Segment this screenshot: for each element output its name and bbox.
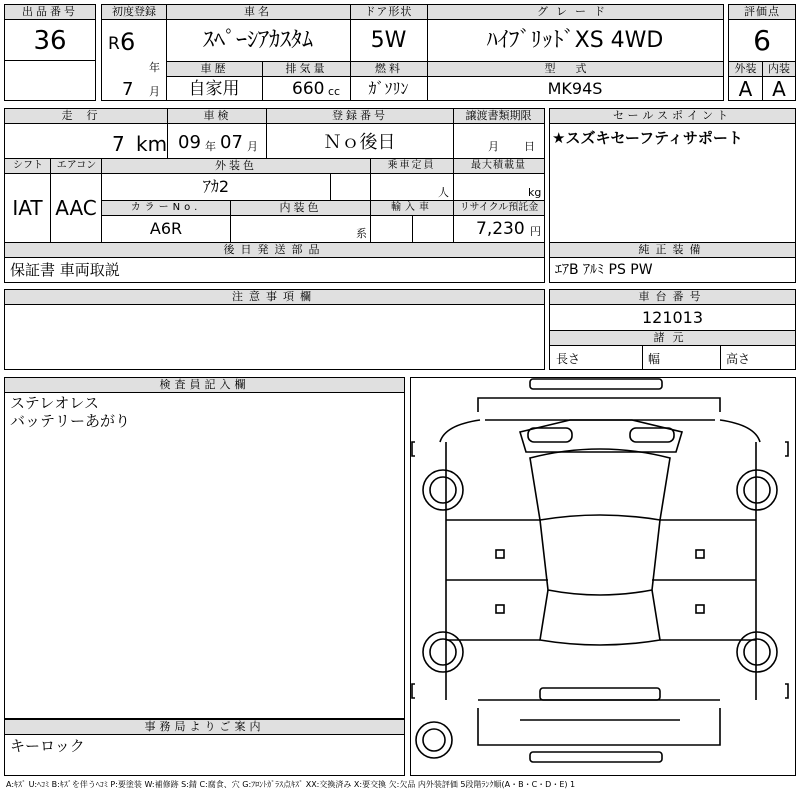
color-header: 外装色 [102, 159, 370, 174]
inspector-note-2: バッテリーあがり [10, 412, 131, 430]
plate-number: Ｎｏ後日 [323, 132, 396, 153]
mileage: 7 [112, 132, 125, 156]
exterior-grade: A [738, 77, 753, 101]
inspection-year-unit: 年 [205, 140, 216, 153]
inspection-header: 車検 [168, 109, 267, 124]
grade: ﾊｲﾌﾞﾘｯﾄﾞXS 4WD [486, 28, 664, 53]
sales-points-header: セールスポイント [550, 109, 795, 124]
equipment: ｴｱB ｱﾙﾐ PS PW [555, 262, 653, 278]
inspection-year: 09 [178, 132, 201, 153]
exterior-color: ｱｶ2 [202, 177, 230, 196]
recycle-unit: 円 [530, 225, 541, 238]
office-note: キーロック [10, 737, 85, 755]
lot-blank-cell [4, 60, 96, 101]
capacity-header: 乗車定員 [370, 159, 453, 174]
int-color-header: 内装色 [231, 201, 370, 216]
model: MK94S [547, 79, 603, 98]
inspector-note-1: ステレオレス [10, 394, 99, 412]
width-label: 幅 [648, 352, 661, 366]
first-reg-year: 6 [120, 28, 136, 56]
month-unit: 月 [149, 85, 160, 98]
car-name: ｽﾍﾟｰｼｱｶｽﾀﾑ [202, 28, 313, 53]
score-header: 評価点 [729, 5, 795, 20]
interior-header: 内装 [763, 62, 795, 77]
capacity-unit: 人 [438, 186, 449, 199]
height-label: 高さ [726, 352, 751, 366]
fuel: ｶﾞｿﾘﾝ [368, 79, 409, 98]
equipment-header: 純正装備 [550, 243, 795, 258]
later-parts-header: 後日発送部品 [5, 243, 544, 258]
color-no-header: カラーNo. [102, 201, 230, 216]
transfer-header: 譲渡書類期限 [453, 109, 544, 124]
transfer-month-unit: 月 [488, 140, 499, 153]
displacement-unit: cc [328, 85, 341, 98]
transfer-day-unit: 日 [524, 140, 535, 153]
plate-header: 登録番号 [267, 109, 453, 124]
shift-header: シフト [5, 159, 51, 174]
chassis-header: 車台番号 [550, 290, 795, 305]
damage-legend: A:ｷｽﾞ U:ﾍｺﾐ B:ｷｽﾞを伴うﾍｺﾐ P:要塗装 W:補修跡 S:錆 C:腐食、穴 G:ﾌﾛﾝﾄｶﾞﾗｽ点ｷｽﾞ XX:交換済み X:要交換 欠:欠品 内外装評価 5段階ﾗﾝｸ順(A・B・C・D・E) 1 [6, 780, 576, 789]
int-color-unit: 系 [356, 227, 367, 240]
year-unit: 年 [149, 61, 160, 74]
office-header: 事務局よりご案内 [5, 720, 404, 735]
length-label: 長さ [556, 352, 581, 366]
car-name-header: 車名 [166, 5, 350, 20]
history: 自家用 [188, 79, 240, 99]
history-header: 車歴 [167, 62, 262, 77]
sales-points: ★スズキセーフティサポート [552, 129, 743, 147]
dims-header: 諸元 [550, 330, 795, 346]
later-parts: 保証書 車両取説 [10, 261, 120, 279]
import-header: 輸入車 [371, 201, 453, 216]
grade-header: グレード [427, 5, 723, 20]
recycle-fee: 7,230 [476, 219, 525, 239]
displacement-header: 排気量 [263, 62, 350, 77]
load-header: 最大積載量 [453, 159, 544, 174]
ac-header: エアコン [51, 159, 102, 174]
inspection-month: 07 [220, 132, 243, 153]
inspector-header: 検査員記入欄 [5, 378, 404, 393]
air-conditioner: AAC [55, 196, 97, 220]
era-label: R [108, 34, 120, 54]
exterior-header: 外装 [729, 62, 762, 77]
fuel-header: 燃料 [351, 62, 427, 77]
first-reg-header: 初度登録 [102, 5, 166, 20]
load-unit: kg [528, 186, 542, 199]
door-header: ドア形状 [350, 5, 427, 20]
mileage-unit: km [136, 132, 168, 156]
first-reg-month: 7 [122, 79, 134, 100]
recycle-header: リサイクル預託金 [454, 201, 544, 216]
displacement: 660 [292, 79, 325, 99]
door-type: 5W [370, 28, 407, 53]
mileage-header: 走行 [5, 109, 168, 124]
score: 6 [753, 24, 771, 57]
model-header: 型式 [428, 62, 723, 77]
notes-header: 注意事項欄 [5, 290, 544, 305]
car-diagram-frame [410, 377, 796, 776]
lot-number: 36 [33, 26, 67, 56]
shift: IAT [12, 196, 43, 220]
color-number: A6R [149, 219, 183, 238]
chassis-number: 121013 [641, 308, 704, 327]
interior-grade: A [772, 77, 786, 101]
lot-number-header: 出品番号 [5, 5, 95, 20]
inspection-month-unit: 月 [247, 140, 258, 153]
